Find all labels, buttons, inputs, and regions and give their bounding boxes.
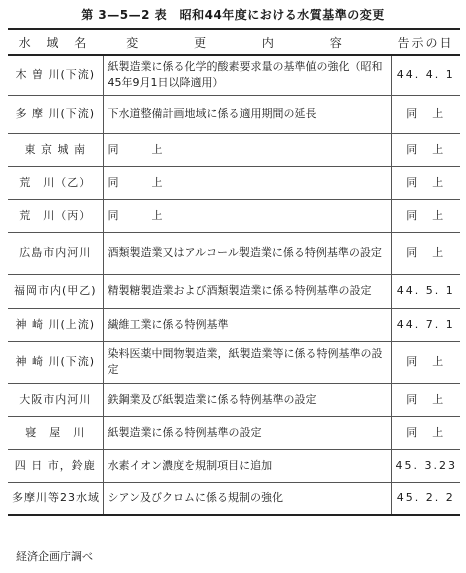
change-content-cell: 鉄鋼業及び紙製造業に係る特例基準の設定	[103, 383, 391, 416]
table-row	[8, 416, 460, 449]
water-area-cell: 神 崎 川(下流)	[8, 341, 103, 383]
table-row	[8, 308, 460, 341]
notice-date-cell: 同 上	[391, 232, 460, 274]
change-content-cell: 染料医薬中間物製造業，紙製造業等に係る特例基準の設定	[103, 341, 391, 383]
change-content-cell: 酒類製造業又はアルコール製造業に係る特例基準の設定	[103, 232, 391, 274]
water-quality-table	[8, 28, 460, 516]
water-area-cell: 東 京 城 南	[8, 133, 103, 166]
notice-date-cell: 同 上	[391, 95, 460, 133]
change-content-cell: 紙製造業に係る化学的酸素要求量の基準値の強化（昭和45年9月1日以降適用）	[103, 55, 391, 95]
header-water-area: 水 域 名	[8, 29, 103, 55]
change-content-cell: 下水道整備計画地域に係る適用期間の延長	[103, 95, 391, 133]
change-content-cell: 同 上	[103, 133, 391, 166]
table-title: 第 3—5—2 表 昭和44年度における水質基準の変更	[81, 8, 385, 22]
water-area-cell: 寝 屋 川	[8, 416, 103, 449]
header-notice-date: 告示の日	[391, 29, 460, 55]
water-area-cell: 神 崎 川(上流)	[8, 308, 103, 341]
table-row	[8, 199, 460, 232]
notice-date-cell: 45. 3.23	[391, 449, 460, 482]
water-area-cell: 木 曽 川(下流)	[8, 55, 103, 95]
header-change-content: 変 更 内 容	[103, 29, 391, 55]
table-row	[8, 232, 460, 274]
water-area-cell: 四 日 市，鈴鹿	[8, 449, 103, 482]
change-content-cell: 精製糖製造業および酒類製造業に係る特例基準の設定	[103, 274, 391, 308]
table-row	[8, 274, 460, 308]
header-row	[8, 29, 460, 55]
water-area-cell: 荒 川（乙）	[8, 166, 103, 199]
table-row	[8, 95, 460, 133]
notice-date-cell: 同 上	[391, 199, 460, 232]
table-row	[8, 55, 460, 95]
change-content-cell: 繊維工業に係る特例基準	[103, 308, 391, 341]
notice-date-cell: 45. 2. 2	[391, 482, 460, 515]
change-content-cell: 紙製造業に係る特例基準の設定	[103, 416, 391, 449]
table-row	[8, 482, 460, 515]
water-area-cell: 大阪市内河川	[8, 383, 103, 416]
notice-date-cell: 同 上	[391, 341, 460, 383]
change-content-cell: 同 上	[103, 199, 391, 232]
notice-date-cell: 44. 7. 1	[391, 308, 460, 341]
water-area-cell: 多摩川等23水域	[8, 482, 103, 515]
notice-date-cell: 同 上	[391, 383, 460, 416]
water-area-cell: 福岡市内(甲乙)	[8, 274, 103, 308]
table-row	[8, 166, 460, 199]
change-content-cell: 同 上	[103, 166, 391, 199]
change-content-cell: 水素イオン濃度を規制項目に追加	[103, 449, 391, 482]
table-row	[8, 449, 460, 482]
notice-date-cell: 44. 4. 1	[391, 55, 460, 95]
change-content-cell: シアン及びクロムに係る規制の強化	[103, 482, 391, 515]
notice-date-cell: 44. 5. 1	[391, 274, 460, 308]
water-area-cell: 多 摩 川(下流)	[8, 95, 103, 133]
notice-date-cell: 同 上	[391, 166, 460, 199]
table-row	[8, 383, 460, 416]
water-area-cell: 荒 川（丙）	[8, 199, 103, 232]
table-row	[8, 341, 460, 383]
source-note: 経済企画庁調べ	[16, 550, 93, 563]
water-area-cell: 広島市内河川	[8, 232, 103, 274]
notice-date-cell: 同 上	[391, 133, 460, 166]
notice-date-cell: 同 上	[391, 416, 460, 449]
table-row	[8, 133, 460, 166]
